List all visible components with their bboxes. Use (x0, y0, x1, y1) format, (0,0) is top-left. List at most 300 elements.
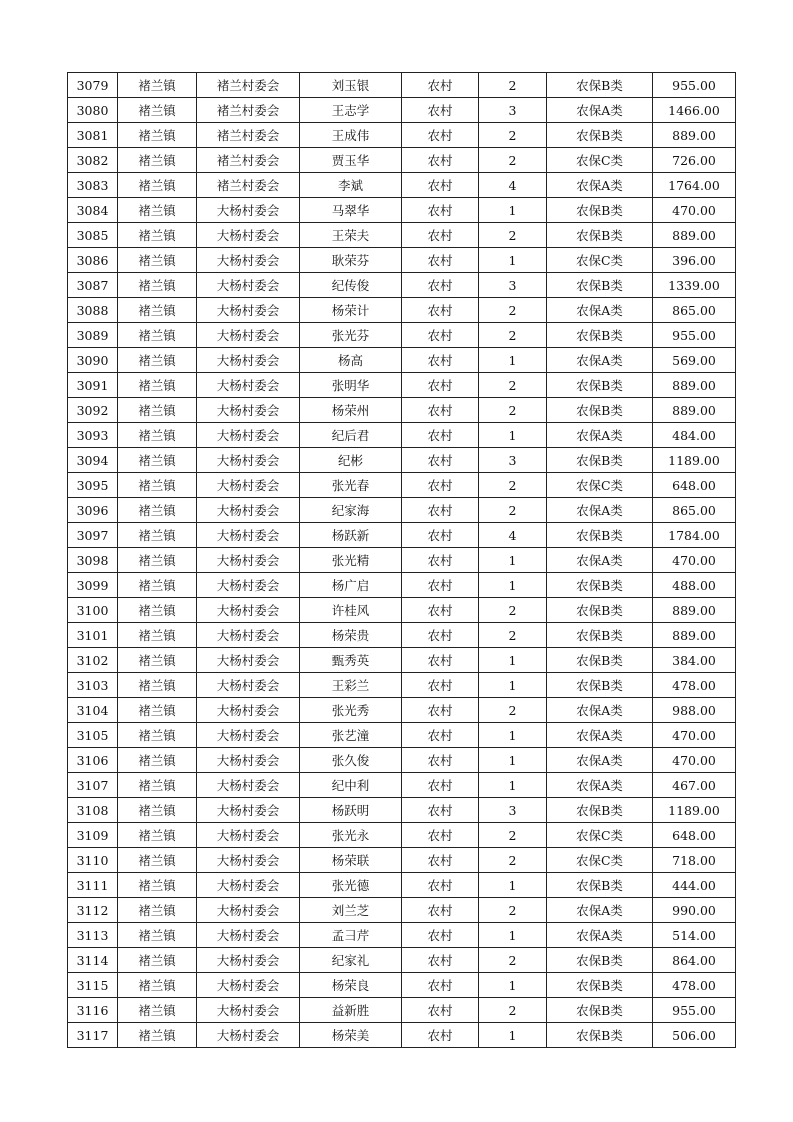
cell-insurance-category: 农保A类 (547, 723, 653, 748)
cell-village-committee: 大杨村委会 (197, 798, 300, 823)
cell-area-type: 农村 (402, 398, 479, 423)
cell-household-count: 1 (479, 723, 547, 748)
cell-insurance-category: 农保A类 (547, 298, 653, 323)
table-row (68, 973, 736, 998)
cell-person-name: 张光永 (300, 823, 402, 848)
cell-insurance-category: 农保A类 (547, 348, 653, 373)
table-row (68, 723, 736, 748)
cell-area-type: 农村 (402, 148, 479, 173)
cell-serial-number: 3094 (68, 448, 118, 473)
cell-household-count: 1 (479, 548, 547, 573)
cell-village-committee: 大杨村委会 (197, 948, 300, 973)
table-row (68, 948, 736, 973)
cell-town: 褚兰镇 (118, 123, 197, 148)
cell-town: 褚兰镇 (118, 773, 197, 798)
cell-town: 褚兰镇 (118, 848, 197, 873)
table-row (68, 248, 736, 273)
cell-serial-number: 3109 (68, 823, 118, 848)
table-row (68, 548, 736, 573)
table-row (68, 598, 736, 623)
cell-serial-number: 3097 (68, 523, 118, 548)
cell-area-type: 农村 (402, 723, 479, 748)
table-row (68, 123, 736, 148)
cell-village-committee: 大杨村委会 (197, 248, 300, 273)
cell-person-name: 杨广启 (300, 573, 402, 598)
cell-town: 褚兰镇 (118, 323, 197, 348)
cell-village-committee: 褚兰村委会 (197, 173, 300, 198)
cell-town: 褚兰镇 (118, 648, 197, 673)
cell-village-committee: 大杨村委会 (197, 348, 300, 373)
cell-amount: 889.00 (653, 373, 736, 398)
cell-town: 褚兰镇 (118, 823, 197, 848)
table-row (68, 398, 736, 423)
cell-amount: 1784.00 (653, 523, 736, 548)
cell-village-committee: 大杨村委会 (197, 648, 300, 673)
cell-amount: 648.00 (653, 473, 736, 498)
cell-amount: 470.00 (653, 748, 736, 773)
cell-serial-number: 3110 (68, 848, 118, 873)
cell-insurance-category: 农保B类 (547, 523, 653, 548)
cell-amount: 889.00 (653, 223, 736, 248)
table-row (68, 323, 736, 348)
table-row (68, 573, 736, 598)
cell-village-committee: 大杨村委会 (197, 573, 300, 598)
cell-person-name: 甄秀英 (300, 648, 402, 673)
table-row (68, 98, 736, 123)
cell-area-type: 农村 (402, 273, 479, 298)
cell-person-name: 李斌 (300, 173, 402, 198)
cell-household-count: 1 (479, 248, 547, 273)
cell-town: 褚兰镇 (118, 898, 197, 923)
cell-area-type: 农村 (402, 523, 479, 548)
cell-town: 褚兰镇 (118, 223, 197, 248)
cell-area-type: 农村 (402, 873, 479, 898)
cell-insurance-category: 农保B类 (547, 373, 653, 398)
cell-area-type: 农村 (402, 698, 479, 723)
data-table (67, 72, 736, 1048)
cell-insurance-category: 农保A类 (547, 98, 653, 123)
cell-amount: 1339.00 (653, 273, 736, 298)
cell-amount: 1764.00 (653, 173, 736, 198)
cell-amount: 478.00 (653, 673, 736, 698)
table-row (68, 373, 736, 398)
cell-area-type: 农村 (402, 598, 479, 623)
cell-serial-number: 3100 (68, 598, 118, 623)
cell-person-name: 杨荣良 (300, 973, 402, 998)
cell-amount: 955.00 (653, 998, 736, 1023)
cell-town: 褚兰镇 (118, 1023, 197, 1048)
cell-insurance-category: 农保C类 (547, 848, 653, 873)
table-body (68, 73, 736, 1048)
cell-household-count: 1 (479, 973, 547, 998)
cell-insurance-category: 农保B类 (547, 398, 653, 423)
cell-insurance-category: 农保B类 (547, 948, 653, 973)
cell-serial-number: 3102 (68, 648, 118, 673)
cell-household-count: 2 (479, 948, 547, 973)
cell-serial-number: 3098 (68, 548, 118, 573)
cell-town: 褚兰镇 (118, 348, 197, 373)
cell-area-type: 农村 (402, 198, 479, 223)
cell-town: 褚兰镇 (118, 298, 197, 323)
cell-town: 褚兰镇 (118, 423, 197, 448)
cell-village-committee: 大杨村委会 (197, 298, 300, 323)
cell-area-type: 农村 (402, 498, 479, 523)
cell-person-name: 杨跃新 (300, 523, 402, 548)
cell-insurance-category: 农保B类 (547, 73, 653, 98)
cell-town: 褚兰镇 (118, 748, 197, 773)
cell-household-count: 2 (479, 623, 547, 648)
cell-serial-number: 3089 (68, 323, 118, 348)
cell-area-type: 农村 (402, 473, 479, 498)
cell-serial-number: 3113 (68, 923, 118, 948)
cell-serial-number: 3093 (68, 423, 118, 448)
table-row (68, 148, 736, 173)
cell-insurance-category: 农保A类 (547, 698, 653, 723)
cell-serial-number: 3106 (68, 748, 118, 773)
cell-person-name: 张光春 (300, 473, 402, 498)
cell-person-name: 纪后君 (300, 423, 402, 448)
cell-person-name: 贾玉华 (300, 148, 402, 173)
cell-person-name: 纪家海 (300, 498, 402, 523)
cell-amount: 864.00 (653, 948, 736, 973)
cell-insurance-category: 农保B类 (547, 873, 653, 898)
cell-amount: 889.00 (653, 123, 736, 148)
cell-village-committee: 大杨村委会 (197, 873, 300, 898)
cell-person-name: 王志学 (300, 98, 402, 123)
cell-town: 褚兰镇 (118, 573, 197, 598)
cell-serial-number: 3107 (68, 773, 118, 798)
cell-household-count: 2 (479, 698, 547, 723)
cell-town: 褚兰镇 (118, 673, 197, 698)
cell-area-type: 农村 (402, 223, 479, 248)
cell-amount: 865.00 (653, 498, 736, 523)
cell-amount: 865.00 (653, 298, 736, 323)
cell-area-type: 农村 (402, 348, 479, 373)
cell-household-count: 1 (479, 923, 547, 948)
cell-area-type: 农村 (402, 298, 479, 323)
cell-household-count: 2 (479, 223, 547, 248)
table-row (68, 73, 736, 98)
cell-insurance-category: 农保A类 (547, 173, 653, 198)
cell-insurance-category: 农保A类 (547, 898, 653, 923)
cell-area-type: 农村 (402, 373, 479, 398)
cell-amount: 514.00 (653, 923, 736, 948)
cell-amount: 726.00 (653, 148, 736, 173)
cell-household-count: 2 (479, 898, 547, 923)
cell-amount: 1189.00 (653, 798, 736, 823)
cell-insurance-category: 农保A类 (547, 498, 653, 523)
cell-amount: 470.00 (653, 548, 736, 573)
cell-amount: 467.00 (653, 773, 736, 798)
cell-insurance-category: 农保B类 (547, 623, 653, 648)
cell-insurance-category: 农保C类 (547, 148, 653, 173)
cell-insurance-category: 农保B类 (547, 973, 653, 998)
cell-amount: 506.00 (653, 1023, 736, 1048)
cell-serial-number: 3088 (68, 298, 118, 323)
cell-town: 褚兰镇 (118, 873, 197, 898)
cell-amount: 955.00 (653, 73, 736, 98)
cell-serial-number: 3117 (68, 1023, 118, 1048)
cell-amount: 384.00 (653, 648, 736, 673)
cell-area-type: 农村 (402, 748, 479, 773)
cell-serial-number: 3084 (68, 198, 118, 223)
cell-amount: 1466.00 (653, 98, 736, 123)
table-row (68, 1023, 736, 1048)
cell-village-committee: 大杨村委会 (197, 1023, 300, 1048)
cell-amount: 889.00 (653, 398, 736, 423)
cell-serial-number: 3103 (68, 673, 118, 698)
cell-person-name: 纪家礼 (300, 948, 402, 973)
cell-town: 褚兰镇 (118, 373, 197, 398)
cell-household-count: 2 (479, 373, 547, 398)
cell-village-committee: 大杨村委会 (197, 998, 300, 1023)
cell-area-type: 农村 (402, 573, 479, 598)
cell-town: 褚兰镇 (118, 598, 197, 623)
cell-amount: 569.00 (653, 348, 736, 373)
cell-village-committee: 大杨村委会 (197, 423, 300, 448)
table-row (68, 923, 736, 948)
cell-insurance-category: 农保B类 (547, 798, 653, 823)
cell-village-committee: 大杨村委会 (197, 398, 300, 423)
cell-area-type: 农村 (402, 173, 479, 198)
cell-household-count: 1 (479, 198, 547, 223)
cell-area-type: 农村 (402, 623, 479, 648)
cell-insurance-category: 农保A类 (547, 773, 653, 798)
cell-area-type: 农村 (402, 423, 479, 448)
cell-village-committee: 大杨村委会 (197, 473, 300, 498)
cell-person-name: 张光德 (300, 873, 402, 898)
cell-household-count: 2 (479, 323, 547, 348)
cell-serial-number: 3108 (68, 798, 118, 823)
cell-household-count: 1 (479, 773, 547, 798)
cell-town: 褚兰镇 (118, 448, 197, 473)
cell-household-count: 2 (479, 498, 547, 523)
cell-household-count: 3 (479, 798, 547, 823)
cell-household-count: 2 (479, 848, 547, 873)
cell-area-type: 农村 (402, 98, 479, 123)
cell-person-name: 张艺潼 (300, 723, 402, 748)
cell-serial-number: 3096 (68, 498, 118, 523)
table-row (68, 823, 736, 848)
cell-amount: 990.00 (653, 898, 736, 923)
cell-person-name: 刘兰芝 (300, 898, 402, 923)
cell-serial-number: 3091 (68, 373, 118, 398)
cell-area-type: 农村 (402, 948, 479, 973)
cell-person-name: 张明华 (300, 373, 402, 398)
cell-serial-number: 3086 (68, 248, 118, 273)
table-row (68, 223, 736, 248)
cell-insurance-category: 农保B类 (547, 598, 653, 623)
cell-town: 褚兰镇 (118, 498, 197, 523)
cell-amount: 889.00 (653, 623, 736, 648)
cell-serial-number: 3090 (68, 348, 118, 373)
table-row (68, 298, 736, 323)
cell-area-type: 农村 (402, 673, 479, 698)
cell-village-committee: 大杨村委会 (197, 198, 300, 223)
cell-town: 褚兰镇 (118, 998, 197, 1023)
cell-person-name: 益新胜 (300, 998, 402, 1023)
cell-household-count: 1 (479, 873, 547, 898)
cell-village-committee: 大杨村委会 (197, 973, 300, 998)
cell-person-name: 杨荣州 (300, 398, 402, 423)
cell-village-committee: 大杨村委会 (197, 373, 300, 398)
cell-serial-number: 3105 (68, 723, 118, 748)
cell-person-name: 杨荣联 (300, 848, 402, 873)
cell-village-committee: 大杨村委会 (197, 748, 300, 773)
cell-insurance-category: 农保C类 (547, 473, 653, 498)
cell-amount: 988.00 (653, 698, 736, 723)
cell-village-committee: 褚兰村委会 (197, 73, 300, 98)
cell-amount: 718.00 (653, 848, 736, 873)
table-row (68, 473, 736, 498)
cell-town: 褚兰镇 (118, 973, 197, 998)
cell-town: 褚兰镇 (118, 623, 197, 648)
cell-household-count: 3 (479, 98, 547, 123)
cell-person-name: 张光精 (300, 548, 402, 573)
cell-village-committee: 大杨村委会 (197, 673, 300, 698)
cell-insurance-category: 农保A类 (547, 548, 653, 573)
cell-household-count: 2 (479, 398, 547, 423)
cell-serial-number: 3081 (68, 123, 118, 148)
cell-town: 褚兰镇 (118, 948, 197, 973)
table-row (68, 648, 736, 673)
cell-town: 褚兰镇 (118, 148, 197, 173)
cell-serial-number: 3095 (68, 473, 118, 498)
cell-household-count: 1 (479, 573, 547, 598)
cell-insurance-category: 农保B类 (547, 1023, 653, 1048)
cell-insurance-category: 农保B类 (547, 573, 653, 598)
cell-insurance-category: 农保C类 (547, 823, 653, 848)
cell-area-type: 农村 (402, 323, 479, 348)
cell-village-committee: 大杨村委会 (197, 623, 300, 648)
cell-household-count: 2 (479, 998, 547, 1023)
cell-person-name: 张光秀 (300, 698, 402, 723)
cell-village-committee: 大杨村委会 (197, 923, 300, 948)
cell-village-committee: 大杨村委会 (197, 848, 300, 873)
cell-town: 褚兰镇 (118, 98, 197, 123)
cell-amount: 488.00 (653, 573, 736, 598)
cell-insurance-category: 农保B类 (547, 123, 653, 148)
cell-amount: 955.00 (653, 323, 736, 348)
cell-serial-number: 3080 (68, 98, 118, 123)
cell-area-type: 农村 (402, 548, 479, 573)
cell-insurance-category: 农保A类 (547, 423, 653, 448)
cell-insurance-category: 农保A类 (547, 748, 653, 773)
cell-area-type: 农村 (402, 973, 479, 998)
cell-amount: 889.00 (653, 598, 736, 623)
cell-insurance-category: 农保B类 (547, 323, 653, 348)
cell-insurance-category: 农保B类 (547, 198, 653, 223)
table-row (68, 848, 736, 873)
cell-village-committee: 大杨村委会 (197, 523, 300, 548)
cell-village-committee: 褚兰村委会 (197, 123, 300, 148)
cell-person-name: 张光芬 (300, 323, 402, 348)
cell-person-name: 王荣夫 (300, 223, 402, 248)
cell-town: 褚兰镇 (118, 548, 197, 573)
cell-village-committee: 大杨村委会 (197, 723, 300, 748)
cell-village-committee: 褚兰村委会 (197, 148, 300, 173)
cell-amount: 1189.00 (653, 448, 736, 473)
cell-serial-number: 3101 (68, 623, 118, 648)
cell-amount: 444.00 (653, 873, 736, 898)
cell-town: 褚兰镇 (118, 198, 197, 223)
cell-village-committee: 大杨村委会 (197, 323, 300, 348)
cell-village-committee: 大杨村委会 (197, 823, 300, 848)
cell-household-count: 1 (479, 748, 547, 773)
table-row (68, 198, 736, 223)
cell-town: 褚兰镇 (118, 273, 197, 298)
cell-village-committee: 大杨村委会 (197, 598, 300, 623)
cell-insurance-category: 农保B类 (547, 998, 653, 1023)
cell-village-committee: 大杨村委会 (197, 498, 300, 523)
cell-person-name: 杨荣美 (300, 1023, 402, 1048)
cell-insurance-category: 农保C类 (547, 248, 653, 273)
table-row (68, 773, 736, 798)
cell-person-name: 张久俊 (300, 748, 402, 773)
cell-village-committee: 大杨村委会 (197, 273, 300, 298)
cell-town: 褚兰镇 (118, 923, 197, 948)
cell-area-type: 农村 (402, 248, 479, 273)
cell-town: 褚兰镇 (118, 723, 197, 748)
cell-person-name: 纪彬 (300, 448, 402, 473)
cell-town: 褚兰镇 (118, 798, 197, 823)
cell-area-type: 农村 (402, 898, 479, 923)
cell-area-type: 农村 (402, 73, 479, 98)
table-row (68, 698, 736, 723)
table-row (68, 873, 736, 898)
cell-serial-number: 3082 (68, 148, 118, 173)
table-row (68, 673, 736, 698)
cell-town: 褚兰镇 (118, 248, 197, 273)
table-row (68, 348, 736, 373)
cell-area-type: 农村 (402, 798, 479, 823)
cell-area-type: 农村 (402, 923, 479, 948)
cell-household-count: 1 (479, 348, 547, 373)
cell-household-count: 2 (479, 823, 547, 848)
cell-amount: 648.00 (653, 823, 736, 848)
cell-household-count: 1 (479, 1023, 547, 1048)
cell-amount: 484.00 (653, 423, 736, 448)
cell-insurance-category: 农保B类 (547, 648, 653, 673)
table-row (68, 523, 736, 548)
cell-serial-number: 3087 (68, 273, 118, 298)
cell-area-type: 农村 (402, 1023, 479, 1048)
cell-area-type: 农村 (402, 448, 479, 473)
table-row (68, 623, 736, 648)
table-row (68, 898, 736, 923)
cell-village-committee: 大杨村委会 (197, 773, 300, 798)
cell-household-count: 3 (479, 448, 547, 473)
cell-serial-number: 3085 (68, 223, 118, 248)
cell-town: 褚兰镇 (118, 398, 197, 423)
cell-insurance-category: 农保B类 (547, 448, 653, 473)
cell-household-count: 1 (479, 673, 547, 698)
cell-insurance-category: 农保A类 (547, 923, 653, 948)
cell-household-count: 1 (479, 423, 547, 448)
table-row (68, 448, 736, 473)
cell-town: 褚兰镇 (118, 698, 197, 723)
cell-village-committee: 褚兰村委会 (197, 98, 300, 123)
cell-village-committee: 大杨村委会 (197, 223, 300, 248)
cell-household-count: 2 (479, 473, 547, 498)
cell-serial-number: 3104 (68, 698, 118, 723)
cell-town: 褚兰镇 (118, 523, 197, 548)
cell-amount: 470.00 (653, 198, 736, 223)
cell-serial-number: 3112 (68, 898, 118, 923)
cell-person-name: 王成伟 (300, 123, 402, 148)
cell-person-name: 刘玉银 (300, 73, 402, 98)
cell-serial-number: 3079 (68, 73, 118, 98)
